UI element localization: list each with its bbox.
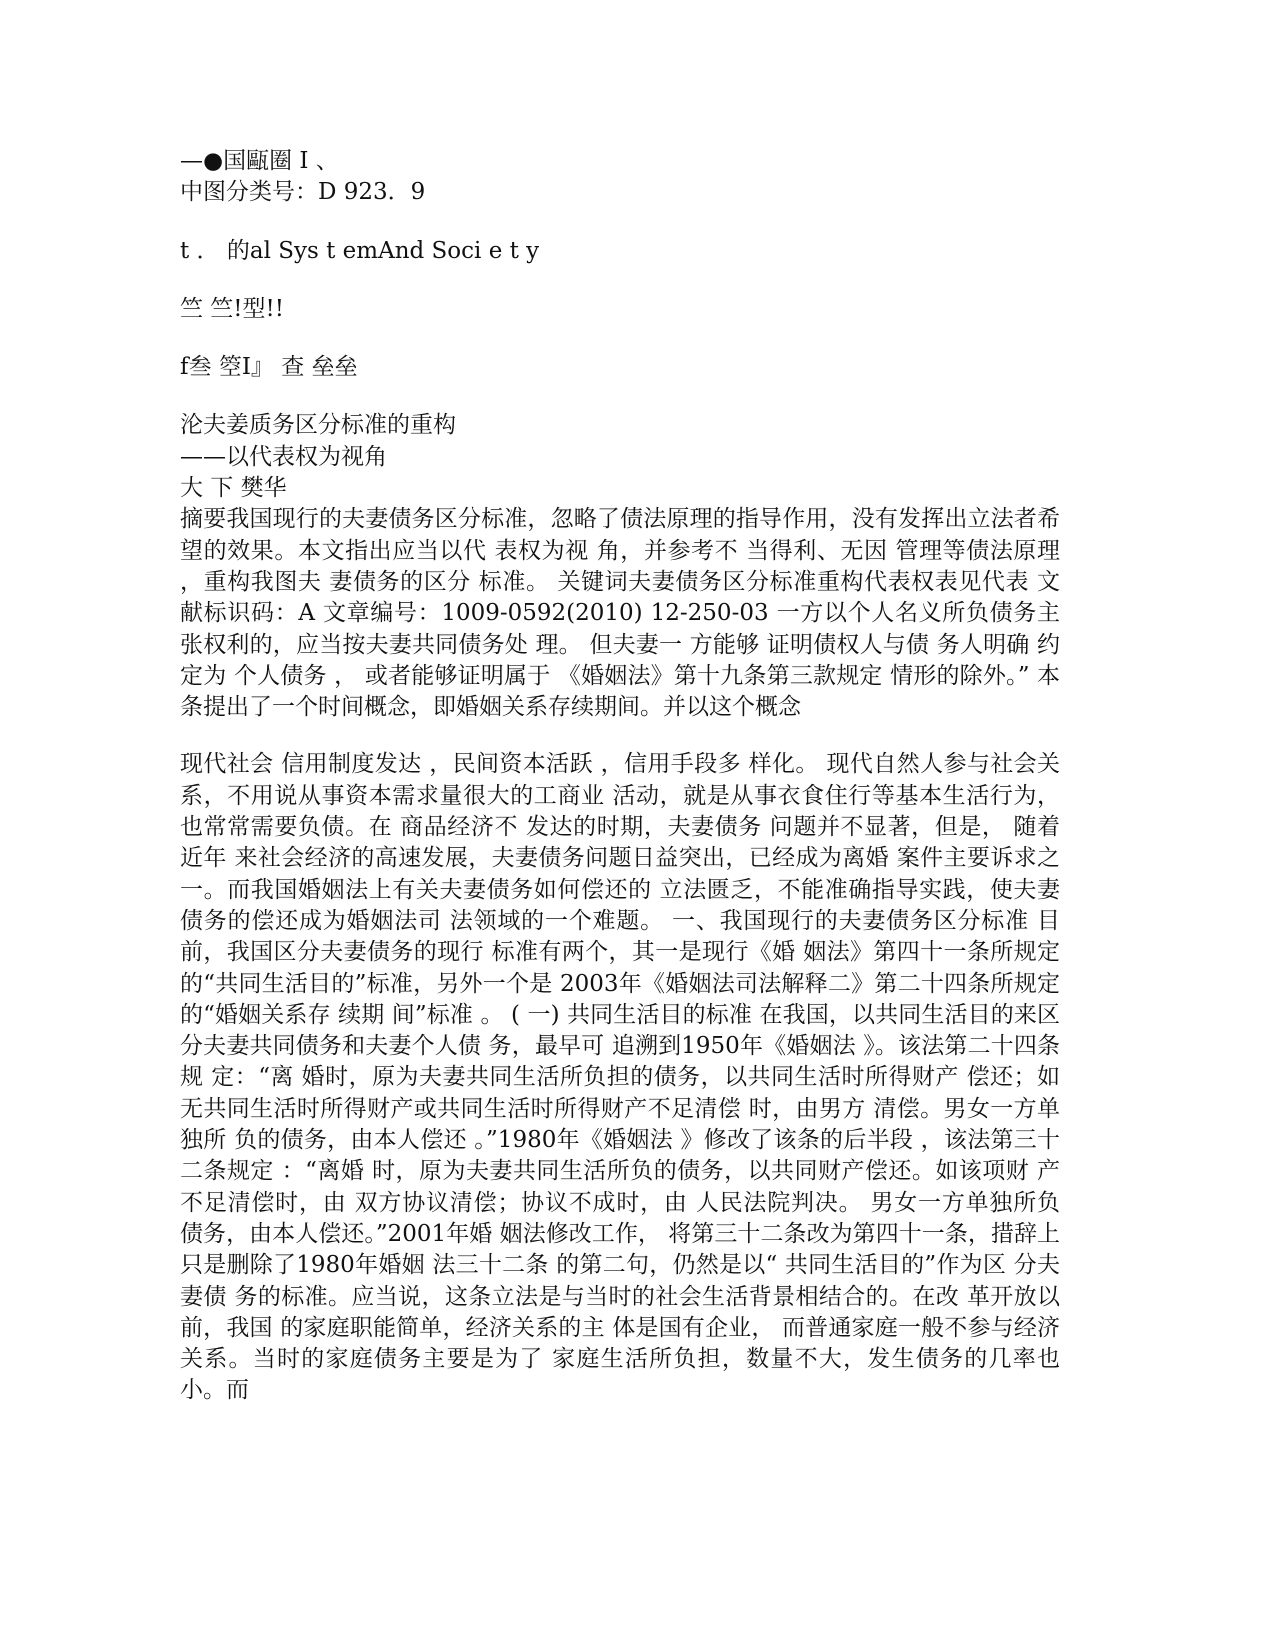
article-title: 沦夫姜质务区分标准的重构 (180, 412, 456, 439)
classification-number: 中图分类号：D 923．9 (180, 179, 426, 206)
document-page (180, 146, 1060, 1407)
garbled-header-line-2: f叁 箜I』 查 垒垒 (180, 354, 358, 381)
body-paragraph: 现代社会 信用制度发达 ，民间资本活跃 ，信用手段多 样化。 现代自然人参与社会关系，不用说从事资本需求量很大的工商业 活动，就是从事衣食住行等基本生活行为，也常常需要负债。在 商品经济不 发达的时期，夫妻债务 问题并不显著，但是， 随着近年 来社会经济的高速发展，夫妻债务问题日益突出，已经成为离婚 案件主要诉求之一。而我国婚姻法上有关夫妻债务如何偿还的 立法匮乏，不能准确指导实践，使夫妻债务的偿还成为婚姻法司 法领域的一个难题。 一、我国现行的夫妻债务区分标准 目前，我国区分夫妻债务的现行 标准有两个，其一是现行《婚 姻法》第四十一条所规定的“共同生活目的”标准，另外一个是 2003年《婚姻法司法解释二》第二十四条所规定的“婚姻关系存 续期 间”标准 。 ( 一) 共同生活目的标准 在我国，以共同生活目的来区分夫妻共同债务和夫妻个人债 务，最早可 追溯到1950年《婚姻法 》。该法第二十四条规 定：“离 婚时，原为夫妻共同生活所负担的债务，以共同生活时所得财产 偿还；如无共同生活时所得财产或共同生活时所得财产不足清偿 时，由男方 清偿。男女一方单独所 负的债务，由本人偿还 。”1980年《婚姻法 》修改了该条的后半段 ，该法第三十二条规定 ：“离婚 时，原为夫妻共同生活所负的债务，以共同财产偿还。如该项财 产不足清偿时，由 双方协议清偿；协议不成时，由 人民法院判决。 男女一方单独所负 债务，由本人偿还。”2001年婚 姻法修改工作， 将第三十二条改为第四十一条，措辞上只是删除了1980年婚姻 法三十二条 的第二句，仍然是以“ 共同生活目的”作为区 分夫妻债 务的标准。应当说，这条立法是与当时的社会生活背景相结合的。在改 革开放以前，我国 的家庭职能简单，经济关系的主 体是国有企业， 而普通家庭一般不参与经济关系。当时的家庭债务主要是为了 家庭生活所负担，数量不大，发生债务的几率也小。而 (180, 751, 1060, 1404)
garbled-header-line-1: 竺 竺!型!! (180, 295, 285, 322)
journal-english-name: t ． 的al Sys t emAnd Soci e t y (180, 237, 540, 264)
article-author: 大 下 樊华 (180, 475, 287, 502)
header-mark-line: —●国甌圈 I 、 (180, 148, 339, 174)
abstract-paragraph: 摘要我国现行的夫妻债务区分标准，忽略了债法原理的指导作用，没有发挥出立法者希望的效果。本文指出应当以代 表权为视 角，并参考不 当得利、无因 管理等债法原理 ，重构我图夫 妻债务的区分 标准。 关键词夫妻债务区分标准重构代表权表见代表 文献标识码：A 文章编号：1009-0592(2010) 12-250-03 一方以个人名义所负债务主张权利的，应当按夫妻共同债务处 理。 但夫妻一 方能够 证明债权人与债 务人明确 约定为 个人债务 ， 或者能够证明属于 《婚姻法》第十九条第三款规定 情形的除外。” 本条提出了一个时间概念，即婚姻关系存续期间。并以这个概念 (180, 506, 1060, 721)
article-subtitle: ——以代表权为视角 (180, 443, 387, 470)
